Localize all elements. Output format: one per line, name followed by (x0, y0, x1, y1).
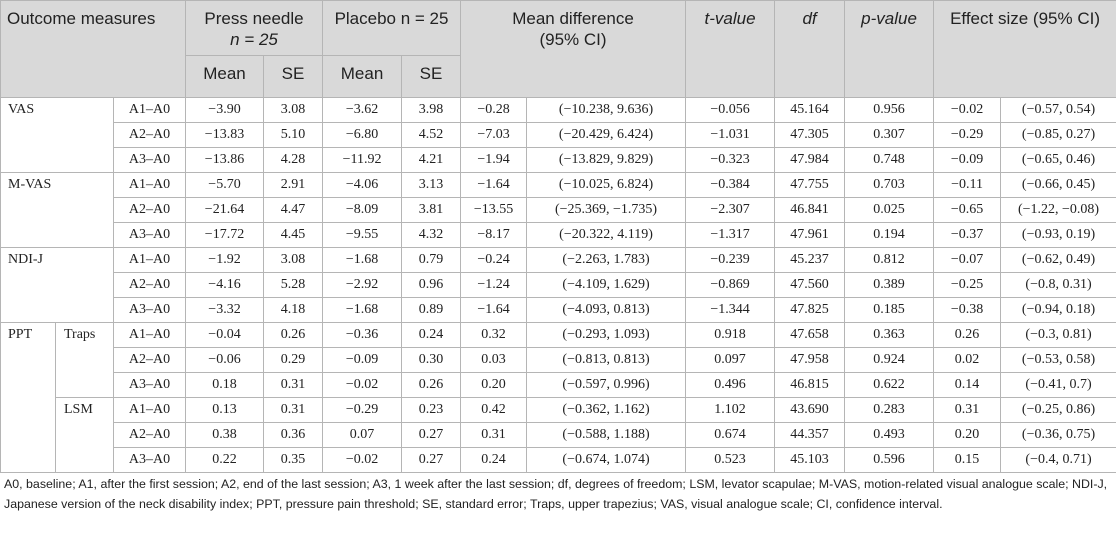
effect-size: 0.20 (934, 423, 1001, 448)
placebo-se: 0.79 (402, 248, 461, 273)
t-value: −1.317 (686, 223, 775, 248)
timepoint: A3–A0 (114, 298, 186, 323)
timepoint: A1–A0 (114, 98, 186, 123)
effect-size-ci: (−0.53, 0.58) (1001, 348, 1116, 373)
header-press-needle (186, 1, 323, 56)
table-row (1, 423, 1116, 448)
press-needle-se: 5.28 (264, 273, 323, 298)
t-value: 0.523 (686, 448, 775, 473)
effect-size-ci: (−0.41, 0.7) (1001, 373, 1116, 398)
t-value: −0.869 (686, 273, 775, 298)
press-needle-mean: −3.90 (186, 98, 264, 123)
table-row (1, 323, 1116, 348)
placebo-mean: −6.80 (323, 123, 402, 148)
effect-size-ci: (−0.93, 0.19) (1001, 223, 1116, 248)
mean-diff-ci: (−0.293, 1.093) (527, 323, 686, 348)
effect-size: −0.65 (934, 198, 1001, 223)
effect-size: 0.02 (934, 348, 1001, 373)
press-needle-mean: −0.06 (186, 348, 264, 373)
mean-diff: −1.24 (461, 273, 527, 298)
timepoint: A1–A0 (114, 173, 186, 198)
placebo-se: 3.81 (402, 198, 461, 223)
df: 43.690 (775, 398, 845, 423)
placebo-mean: −0.36 (323, 323, 402, 348)
group-label: PPT (1, 323, 56, 473)
table-row (1, 373, 1116, 398)
p-value: 0.283 (845, 398, 934, 423)
placebo-mean: −4.06 (323, 173, 402, 198)
t-value: −0.056 (686, 98, 775, 123)
t-value: −2.307 (686, 198, 775, 223)
df: 45.237 (775, 248, 845, 273)
subgroup-label: LSM (56, 398, 114, 473)
timepoint: A1–A0 (114, 248, 186, 273)
table-row (1, 198, 1116, 223)
placebo-se: 4.21 (402, 148, 461, 173)
effect-size: −0.25 (934, 273, 1001, 298)
mean-diff-ci: (−10.238, 9.636) (527, 98, 686, 123)
df: 46.815 (775, 373, 845, 398)
effect-size: −0.38 (934, 298, 1001, 323)
group-label: NDI-J (1, 248, 114, 323)
placebo-se: 0.96 (402, 273, 461, 298)
press-needle-mean: 0.22 (186, 448, 264, 473)
p-value: 0.389 (845, 273, 934, 298)
placebo-se: 0.26 (402, 373, 461, 398)
placebo-se: 0.23 (402, 398, 461, 423)
placebo-mean: −3.62 (323, 98, 402, 123)
press-needle-se: 0.35 (264, 448, 323, 473)
group-label: VAS (1, 98, 114, 173)
placebo-mean: −2.92 (323, 273, 402, 298)
mean-diff: 0.31 (461, 423, 527, 448)
press-needle-mean: −5.70 (186, 173, 264, 198)
press-needle-mean: −13.83 (186, 123, 264, 148)
effect-size-ci: (−0.3, 0.81) (1001, 323, 1116, 348)
t-value: −1.344 (686, 298, 775, 323)
df: 45.103 (775, 448, 845, 473)
mean-diff: 0.20 (461, 373, 527, 398)
press-needle-mean: −1.92 (186, 248, 264, 273)
header-mean-difference (461, 1, 686, 98)
p-value: 0.956 (845, 98, 934, 123)
mean-diff: −7.03 (461, 123, 527, 148)
press-needle-mean: −17.72 (186, 223, 264, 248)
header-press-needle-line1: Press needle (204, 9, 304, 28)
press-needle-se: 4.47 (264, 198, 323, 223)
table-row (1, 98, 1116, 123)
df: 46.841 (775, 198, 845, 223)
placebo-mean: −0.02 (323, 448, 402, 473)
placebo-se: 0.24 (402, 323, 461, 348)
p-value: 0.924 (845, 348, 934, 373)
placebo-mean: −1.68 (323, 298, 402, 323)
effect-size: −0.09 (934, 148, 1001, 173)
p-value: 0.025 (845, 198, 934, 223)
mean-diff-ci: (−20.429, 6.424) (527, 123, 686, 148)
effect-size-ci: (−0.57, 0.54) (1001, 98, 1116, 123)
table-row (1, 123, 1116, 148)
table-body (1, 98, 1116, 473)
table-row (1, 298, 1116, 323)
mean-diff: 0.03 (461, 348, 527, 373)
df: 47.958 (775, 348, 845, 373)
header-pl-mean: Mean (323, 56, 402, 98)
placebo-mean: −0.09 (323, 348, 402, 373)
press-needle-se: 3.08 (264, 248, 323, 273)
press-needle-se: 0.26 (264, 323, 323, 348)
placebo-mean: −9.55 (323, 223, 402, 248)
timepoint: A1–A0 (114, 398, 186, 423)
mean-diff: −1.64 (461, 173, 527, 198)
group-label: M-VAS (1, 173, 114, 248)
p-value: 0.748 (845, 148, 934, 173)
effect-size: 0.15 (934, 448, 1001, 473)
t-value: −0.323 (686, 148, 775, 173)
press-needle-mean: −4.16 (186, 273, 264, 298)
mean-diff-ci: (−25.369, −1.735) (527, 198, 686, 223)
timepoint: A2–A0 (114, 423, 186, 448)
header-p-value: p-value (845, 1, 934, 98)
timepoint: A2–A0 (114, 198, 186, 223)
placebo-mean: −0.29 (323, 398, 402, 423)
mean-diff-ci: (−0.674, 1.074) (527, 448, 686, 473)
header-t-value: t-value (686, 1, 775, 98)
table-row (1, 223, 1116, 248)
df: 47.305 (775, 123, 845, 148)
subgroup-label: Traps (56, 323, 114, 398)
effect-size: −0.11 (934, 173, 1001, 198)
header-press-needle-line2: n = 25 (230, 30, 278, 49)
effect-size-ci: (−0.94, 0.18) (1001, 298, 1116, 323)
mean-diff-ci: (−13.829, 9.829) (527, 148, 686, 173)
effect-size-ci: (−0.25, 0.86) (1001, 398, 1116, 423)
t-value: −1.031 (686, 123, 775, 148)
header-df: df (775, 1, 845, 98)
press-needle-se: 4.28 (264, 148, 323, 173)
effect-size: −0.37 (934, 223, 1001, 248)
timepoint: A2–A0 (114, 123, 186, 148)
header-pl-se: SE (402, 56, 461, 98)
header-mean-diff-line2: (95% CI) (539, 30, 607, 49)
table-row (1, 248, 1116, 273)
mean-diff: 0.24 (461, 448, 527, 473)
placebo-se: 4.52 (402, 123, 461, 148)
df: 47.560 (775, 273, 845, 298)
effect-size-ci: (−0.85, 0.27) (1001, 123, 1116, 148)
press-needle-se: 2.91 (264, 173, 323, 198)
table-row (1, 148, 1116, 173)
press-needle-se: 0.29 (264, 348, 323, 373)
effect-size-ci: (−0.66, 0.45) (1001, 173, 1116, 198)
mean-diff-ci: (−2.263, 1.783) (527, 248, 686, 273)
table-row (1, 273, 1116, 298)
effect-size: 0.26 (934, 323, 1001, 348)
mean-diff-ci: (−0.597, 0.996) (527, 373, 686, 398)
press-needle-mean: 0.13 (186, 398, 264, 423)
header-outcome: Outcome measures (1, 1, 186, 98)
mean-diff: −0.28 (461, 98, 527, 123)
effect-size: −0.29 (934, 123, 1001, 148)
press-needle-mean: −13.86 (186, 148, 264, 173)
p-value: 0.194 (845, 223, 934, 248)
placebo-se: 3.98 (402, 98, 461, 123)
placebo-se: 3.13 (402, 173, 461, 198)
df: 47.755 (775, 173, 845, 198)
t-value: 0.918 (686, 323, 775, 348)
effect-size: −0.07 (934, 248, 1001, 273)
placebo-mean: −8.09 (323, 198, 402, 223)
mean-diff: −1.94 (461, 148, 527, 173)
timepoint: A1–A0 (114, 323, 186, 348)
placebo-se: 0.27 (402, 423, 461, 448)
t-value: 1.102 (686, 398, 775, 423)
table-row (1, 398, 1116, 423)
p-value: 0.703 (845, 173, 934, 198)
timepoint: A3–A0 (114, 448, 186, 473)
t-value: 0.496 (686, 373, 775, 398)
press-needle-mean: −0.04 (186, 323, 264, 348)
placebo-se: 0.89 (402, 298, 461, 323)
df: 47.658 (775, 323, 845, 348)
press-needle-se: 0.31 (264, 373, 323, 398)
mean-diff-ci: (−0.588, 1.188) (527, 423, 686, 448)
mean-diff: −0.24 (461, 248, 527, 273)
mean-diff: 0.42 (461, 398, 527, 423)
mean-diff: 0.32 (461, 323, 527, 348)
mean-diff-ci: (−0.813, 0.813) (527, 348, 686, 373)
table-footnote: A0, baseline; A1, after the first session; A2, end of the last session; A3, 1 week after the last session; df, degrees of freedom; LSM, levator scapulae; M-VAS, motion-related visual analogue scale; NDI-J, Japanese version of the neck disability index; PPT, pressure pain threshold; SE, standard error; Traps, upper trapezius; VAS, visual analogue scale; CI, confidence interval. (4, 477, 1108, 511)
p-value: 0.596 (845, 448, 934, 473)
effect-size: 0.14 (934, 373, 1001, 398)
p-value: 0.185 (845, 298, 934, 323)
mean-diff-ci: (−10.025, 6.824) (527, 173, 686, 198)
p-value: 0.307 (845, 123, 934, 148)
mean-diff-ci: (−4.093, 0.813) (527, 298, 686, 323)
p-value: 0.812 (845, 248, 934, 273)
df: 47.961 (775, 223, 845, 248)
p-value: 0.493 (845, 423, 934, 448)
df: 47.825 (775, 298, 845, 323)
press-needle-mean: −21.64 (186, 198, 264, 223)
effect-size-ci: (−0.65, 0.46) (1001, 148, 1116, 173)
press-needle-se: 0.36 (264, 423, 323, 448)
press-needle-se: 3.08 (264, 98, 323, 123)
table-row (1, 173, 1116, 198)
mean-diff-ci: (−20.322, 4.119) (527, 223, 686, 248)
placebo-mean: −11.92 (323, 148, 402, 173)
timepoint: A2–A0 (114, 273, 186, 298)
p-value: 0.363 (845, 323, 934, 348)
header-mean-diff-line1: Mean difference (512, 9, 634, 28)
header-pn-se: SE (264, 56, 323, 98)
header-effect-size: Effect size (95% CI) (934, 1, 1116, 98)
t-value: 0.674 (686, 423, 775, 448)
effect-size-ci: (−1.22, −0.08) (1001, 198, 1116, 223)
effect-size: 0.31 (934, 398, 1001, 423)
timepoint: A2–A0 (114, 348, 186, 373)
press-needle-se: 4.18 (264, 298, 323, 323)
table-row (1, 348, 1116, 373)
press-needle-se: 4.45 (264, 223, 323, 248)
header-pn-mean: Mean (186, 56, 264, 98)
timepoint: A3–A0 (114, 373, 186, 398)
placebo-mean: 0.07 (323, 423, 402, 448)
header-placebo: Placebo n = 25 (323, 1, 461, 56)
table-row (1, 448, 1116, 473)
effect-size-ci: (−0.36, 0.75) (1001, 423, 1116, 448)
mean-diff: −8.17 (461, 223, 527, 248)
placebo-mean: −1.68 (323, 248, 402, 273)
placebo-se: 0.27 (402, 448, 461, 473)
df: 44.357 (775, 423, 845, 448)
effect-size-ci: (−0.62, 0.49) (1001, 248, 1116, 273)
placebo-mean: −0.02 (323, 373, 402, 398)
effect-size-ci: (−0.8, 0.31) (1001, 273, 1116, 298)
df: 47.984 (775, 148, 845, 173)
effect-size: −0.02 (934, 98, 1001, 123)
press-needle-se: 0.31 (264, 398, 323, 423)
press-needle-se: 5.10 (264, 123, 323, 148)
placebo-se: 0.30 (402, 348, 461, 373)
t-value: −0.384 (686, 173, 775, 198)
mean-diff-ci: (−4.109, 1.629) (527, 273, 686, 298)
t-value: 0.097 (686, 348, 775, 373)
t-value: −0.239 (686, 248, 775, 273)
press-needle-mean: 0.18 (186, 373, 264, 398)
timepoint: A3–A0 (114, 148, 186, 173)
mean-diff-ci: (−0.362, 1.162) (527, 398, 686, 423)
mean-diff: −1.64 (461, 298, 527, 323)
p-value: 0.622 (845, 373, 934, 398)
timepoint: A3–A0 (114, 223, 186, 248)
press-needle-mean: −3.32 (186, 298, 264, 323)
df: 45.164 (775, 98, 845, 123)
effect-size-ci: (−0.4, 0.71) (1001, 448, 1116, 473)
press-needle-mean: 0.38 (186, 423, 264, 448)
mean-diff: −13.55 (461, 198, 527, 223)
placebo-se: 4.32 (402, 223, 461, 248)
